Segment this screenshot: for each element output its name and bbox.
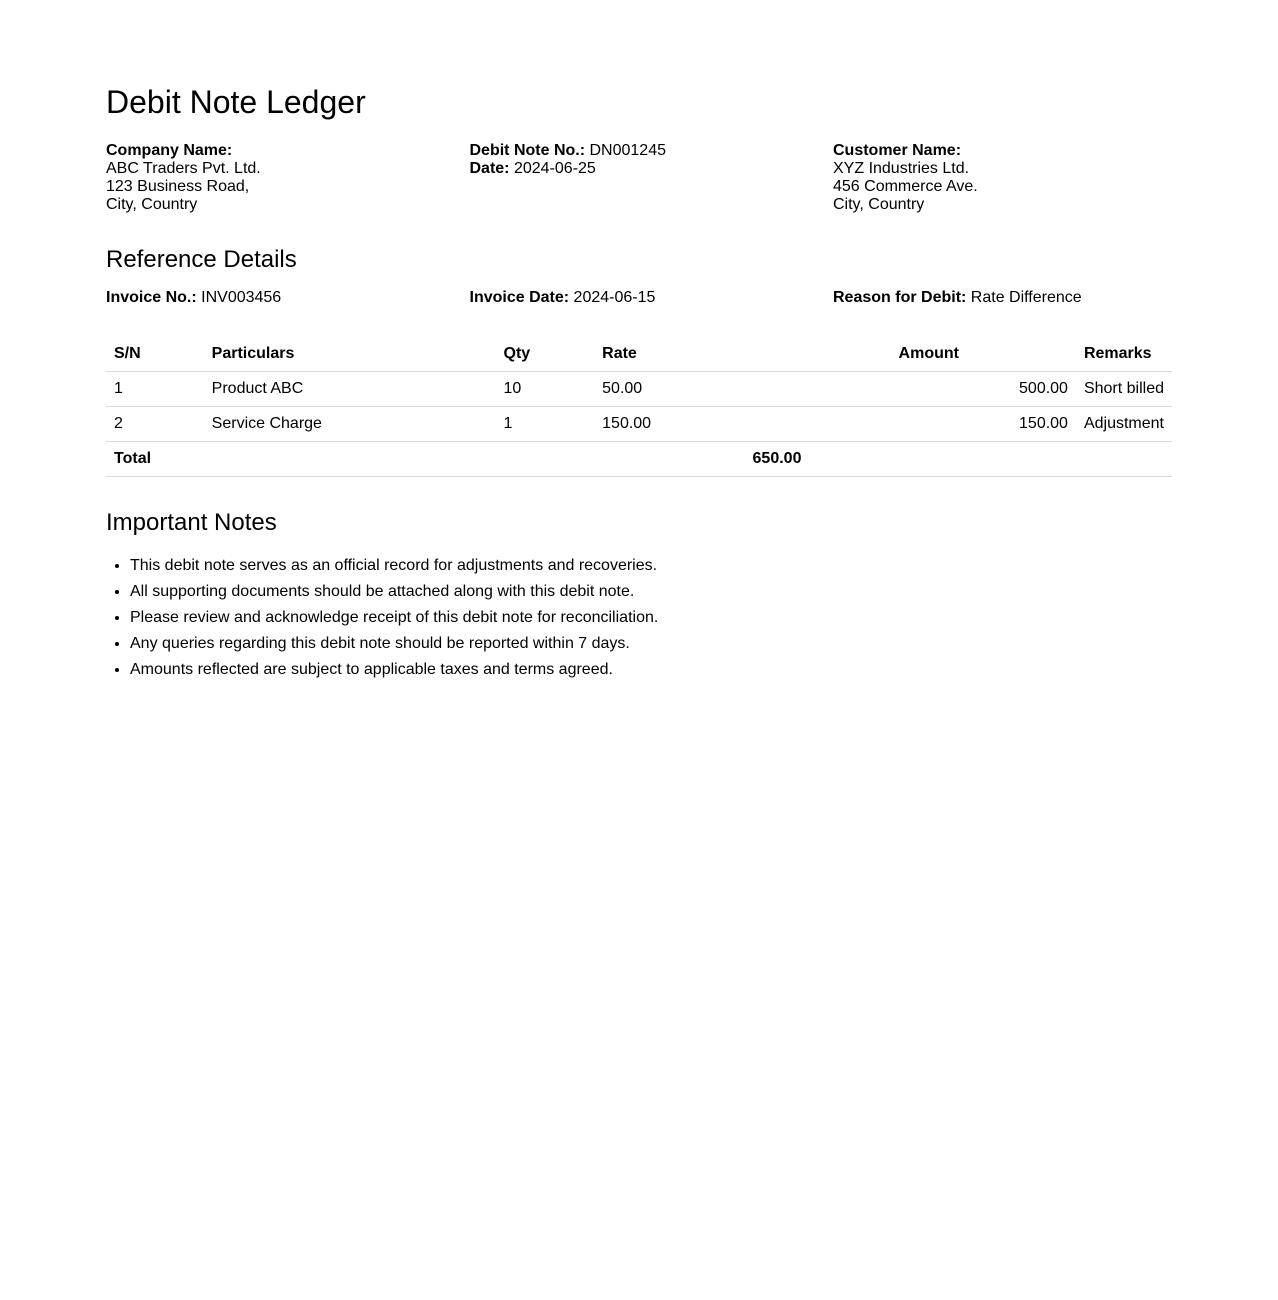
debit-note-document [106,84,1172,683]
header-particulars: Particulars [204,337,496,372]
debit-reason-row [833,289,1172,307]
cell-qty: 10 [496,372,595,407]
cell-remarks: Short billed [1076,372,1172,407]
cell-amount: 150.00 [745,407,1076,442]
debit-reason-label: Reason for Debit: [833,289,967,306]
company-name: ABC Traders Pvt. Ltd. [106,160,261,177]
reference-details [106,289,1172,307]
items-table [106,337,1172,477]
total-remarks-empty [1076,442,1172,477]
debit-note-date: 2024-06-25 [513,160,596,177]
invoice-number-row [106,289,470,307]
total-label: Total [106,442,745,477]
list-item: • Amounts reflected are subject to applicable taxes and terms agreed. [130,657,1172,683]
list-item: • Please review and acknowledge receipt of this debit note for reconciliation. [130,605,1172,631]
cell-amount: 500.00 [745,372,1076,407]
cell-sn: 1 [106,372,204,407]
company-name-label: Company Name: [106,142,233,159]
debit-note-date-label: Date: [469,160,510,177]
header-amount-label: Amount [898,345,959,362]
company-address-line2: City, Country [106,196,198,213]
table-header-row [106,337,1172,372]
invoice-number-label: Invoice No.: [106,289,197,306]
header-amount [745,337,1076,372]
debit-note-date-row [470,160,834,178]
cell-qty: 1 [496,407,595,442]
list-item: • This debit note serves as an official record for adjustments and recoveries. [130,553,1172,579]
customer-name-label: Customer Name: [833,142,962,159]
cell-particulars: Service Charge [204,407,496,442]
debit-reason: Rate Difference [970,289,1082,306]
header-remarks: Remarks [1076,337,1172,372]
table-row [106,407,1172,442]
customer-address-line1: 456 Commerce Ave. [833,178,978,195]
cell-rate: 150.00 [594,407,744,442]
total-value: 650.00 [745,442,1076,477]
note-block [470,142,834,214]
customer-address-line2: City, Country [833,196,925,213]
invoice-number: INV003456 [201,289,282,306]
cell-remarks: Adjustment [1076,407,1172,442]
debit-note-number: DN001245 [589,142,666,159]
header-sn: S/N [106,337,204,372]
invoice-date: 2024-06-15 [573,289,656,306]
reference-details-title: Reference Details [106,246,297,273]
total-row [106,442,1172,477]
company-address-line1: 123 Business Road, [106,178,250,195]
invoice-date-label: Invoice Date: [469,289,570,306]
list-item: • All supporting documents should be attached along with this debit note. [130,579,1172,605]
customer-block [833,142,1172,214]
company-block [106,142,470,214]
cell-particulars: Product ABC [204,372,496,407]
cell-rate: 50.00 [594,372,744,407]
list-item: • Any queries regarding this debit note should be reported within 7 days. [130,631,1172,657]
debit-note-number-label: Debit Note No.: [469,142,586,159]
table-row [106,372,1172,407]
header-qty: Qty [496,337,595,372]
header-rate: Rate [594,337,744,372]
invoice-date-row [470,289,834,307]
header-info [106,142,1172,214]
page-title: Debit Note Ledger [106,84,366,120]
debit-note-number-row [470,142,834,160]
cell-sn: 2 [106,407,204,442]
notes-list [106,553,1172,683]
customer-name: XYZ Industries Ltd. [833,160,970,177]
important-notes-title: Important Notes [106,509,277,536]
